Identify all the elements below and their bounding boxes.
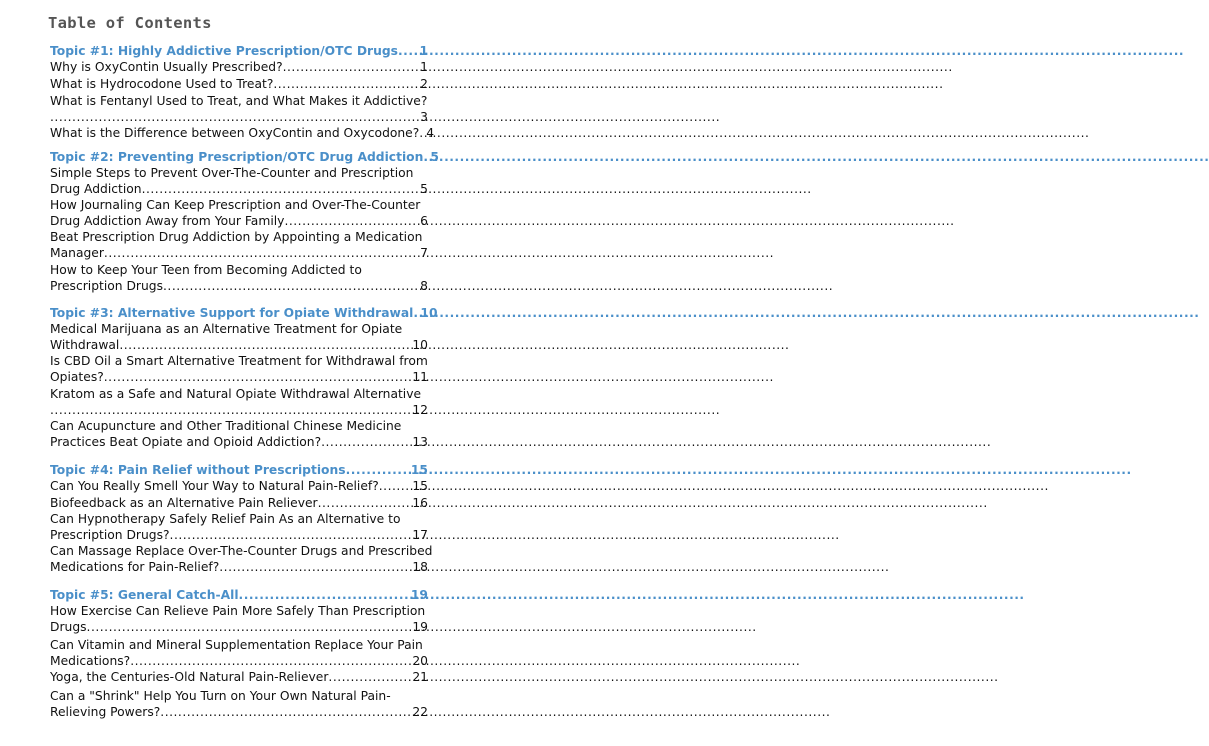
entry-row[interactable] [50, 653, 428, 669]
toc-entry[interactable] [50, 478, 428, 494]
toc-entry[interactable] [50, 93, 428, 125]
dot-leader [87, 619, 412, 635]
dot-leader [50, 109, 419, 125]
entry-row[interactable] [50, 59, 428, 75]
entry-title-line: Drug Addiction [50, 182, 142, 196]
dot-leader [130, 653, 411, 669]
entry-title-line: Medications? [50, 654, 131, 668]
entry-title-line: Relieving Powers? [50, 705, 161, 719]
dot-leader [283, 59, 420, 75]
page-number: 5 [430, 150, 439, 164]
entry-title-line: Why is OxyContin Usually Prescribed? [50, 60, 283, 74]
entry-title-line: Can Massage Replace Over-The-Counter Drugs and Prescribed [50, 544, 433, 558]
entry-row[interactable] [50, 109, 428, 125]
toc-entry[interactable] [50, 386, 428, 418]
topic-label: Topic #4: Pain Relief without Prescriptions [50, 463, 346, 477]
toc-entry[interactable] [50, 59, 428, 75]
entry-title-line: Opiates? [50, 370, 104, 384]
topic-row[interactable] [50, 587, 428, 603]
page-number: 10 [412, 338, 428, 352]
entry-title-line: Manager [50, 246, 104, 260]
entry-title-line: Biofeedback as an Alternative Pain Reliever [50, 496, 318, 510]
dot-leader [328, 669, 411, 685]
toc-entry[interactable] [50, 511, 428, 543]
entry-title-line: Can Acupuncture and Other Traditional Chinese Medicine [50, 419, 402, 433]
entry-row[interactable] [50, 478, 428, 494]
toc-entry[interactable] [50, 543, 433, 575]
toc-entry[interactable] [50, 165, 428, 197]
topic-heading[interactable] [50, 587, 428, 603]
page-number: 13 [412, 435, 428, 449]
page-number: 21 [412, 670, 428, 684]
entry-row[interactable] [50, 495, 428, 511]
topic-heading[interactable] [50, 462, 428, 478]
entry-title-line: Kratom as a Safe and Natural Opiate Withdrawal Alternative [50, 387, 422, 401]
topic-label: Topic #2: Preventing Prescription/OTC Drug Addiction [50, 150, 424, 164]
dot-leader [273, 76, 419, 92]
entry-title-line: Medical Marijuana as an Alternative Treatment for Opiate [50, 322, 403, 336]
topic-label: Topic #3: Alternative Support for Opiate Withdrawal [50, 306, 414, 320]
toc-entry[interactable] [50, 321, 428, 353]
page-number: 1 [420, 60, 428, 74]
entry-title-line: How to Keep Your Teen from Becoming Addicted to [50, 263, 362, 277]
entry-title-line: Can Hypnotherapy Safely Relief Pain As an Alternative to [50, 512, 401, 526]
dot-leader [163, 278, 419, 294]
entry-row[interactable] [50, 76, 428, 92]
entry-row[interactable] [50, 213, 428, 229]
page-number: 18 [412, 560, 428, 574]
entry-row[interactable] [50, 402, 428, 418]
entry-title-line: Is CBD Oil a Smart Alternative Treatment for Withdrawal from [50, 354, 428, 368]
page-number: 7 [420, 246, 428, 260]
page-number: 1 [419, 44, 428, 58]
entry-row[interactable] [50, 369, 428, 385]
toc-entry[interactable] [50, 125, 435, 141]
page-number: 12 [412, 403, 428, 417]
entry-row[interactable] [50, 181, 428, 197]
dot-leader [398, 43, 418, 59]
entry-title-line: Practices Beat Opiate and Opioid Addiction? [50, 435, 322, 449]
dot-leader [219, 559, 411, 575]
page-number: 5 [420, 182, 428, 196]
topic-row[interactable] [50, 43, 428, 59]
page-number: 4 [426, 126, 435, 140]
toc-entry[interactable] [50, 495, 428, 511]
dot-leader [104, 369, 412, 385]
entry-title-line: Yoga, the Centuries-Old Natural Pain-Reliever [50, 670, 329, 684]
page-number: 8 [420, 279, 428, 293]
page-number: 15 [410, 463, 428, 477]
entry-title-line: Prescription Drugs [50, 279, 163, 293]
page-number: 11 [412, 370, 428, 384]
entry-title-line: Can a "Shrink" Help You Turn on Your Own Natural Pain- [50, 689, 391, 703]
page-number: 16 [412, 496, 428, 510]
dot-leader [160, 704, 411, 720]
page-number: 2 [420, 77, 428, 91]
dot-leader [346, 462, 410, 478]
dot-leader [104, 245, 419, 261]
toc-entry[interactable] [50, 603, 428, 635]
entry-title-line: Beat Prescription Drug Addiction by Appointing a Medication [50, 230, 423, 244]
page-number: 3 [420, 110, 428, 124]
entry-title-line: What is Fentanyl Used to Treat, and What Makes it Addictive? [50, 94, 428, 108]
toc-entry[interactable] [50, 76, 428, 92]
entry-title-line: What is Hydrocodone Used to Treat? [50, 77, 274, 91]
toc-entry[interactable] [50, 637, 428, 669]
dot-leader [318, 495, 412, 511]
dot-leader [284, 213, 419, 229]
dot-leader [142, 181, 420, 197]
dot-leader [170, 527, 412, 543]
entry-row[interactable] [50, 704, 428, 720]
toc-entry[interactable] [50, 229, 428, 261]
entry-row[interactable] [50, 434, 428, 450]
entry-title-line: Can Vitamin and Mineral Supplementation Replace Your Pain [50, 638, 423, 652]
topic-row[interactable] [50, 305, 438, 321]
entry-title-line: What is the Difference between OxyContin and Oxycodone? [50, 126, 420, 140]
topic-label: Topic #1: Highly Addictive Prescription/OTC Drugs [50, 44, 398, 58]
toc-entry[interactable] [50, 262, 428, 294]
page-number: 17 [412, 528, 428, 542]
page-number: 19 [412, 620, 428, 634]
entry-title-line: Prescription Drugs? [50, 528, 170, 542]
toc-page [0, 0, 480, 746]
entry-row[interactable] [50, 245, 428, 261]
dot-leader [379, 478, 412, 494]
entry-title-line: How Exercise Can Relieve Pain More Safely Than Prescription [50, 604, 426, 618]
dot-leader [50, 402, 411, 418]
topic-row[interactable] [50, 149, 439, 165]
page-number: 10 [420, 306, 438, 320]
dot-leader [321, 434, 411, 450]
dot-leader [239, 587, 410, 603]
toc-entry[interactable] [50, 418, 428, 450]
topic-heading[interactable] [50, 149, 439, 165]
entry-title-line: Drugs [50, 620, 87, 634]
toc-entry[interactable] [50, 688, 428, 720]
topic-heading[interactable] [50, 43, 428, 59]
topic-heading[interactable] [50, 305, 438, 321]
page-number: 22 [412, 705, 428, 719]
page-number: 15 [412, 479, 428, 493]
toc-entry[interactable] [50, 197, 428, 229]
entry-title-line: Drug Addiction Away from Your Family [50, 214, 285, 228]
entry-title-line: Simple Steps to Prevent Over-The-Counter and Prescription [50, 166, 414, 180]
toc-entry[interactable] [50, 353, 428, 385]
entry-row[interactable] [50, 527, 428, 543]
entry-row[interactable] [50, 559, 428, 575]
topic-row[interactable] [50, 462, 428, 478]
entry-row[interactable] [50, 278, 428, 294]
dot-leader [119, 337, 411, 353]
entry-title-line: Can You Really Smell Your Way to Natural Pain-Relief? [50, 479, 379, 493]
page-number: 6 [420, 214, 428, 228]
toc-title: Table of Contents [48, 14, 212, 32]
entry-row[interactable] [50, 337, 428, 353]
entry-title-line: Withdrawal [50, 338, 120, 352]
page-number: 20 [412, 654, 428, 668]
entry-row[interactable] [50, 669, 428, 685]
entry-title-line: Medications for Pain-Relief? [50, 560, 220, 574]
topic-label: Topic #5: General Catch-All [50, 588, 239, 602]
entry-row[interactable] [50, 619, 428, 635]
entry-row[interactable] [50, 125, 435, 141]
page-number: 19 [410, 588, 428, 602]
entry-title-line: How Journaling Can Keep Prescription and Over-The-Counter [50, 198, 421, 212]
toc-entry[interactable] [50, 669, 428, 685]
